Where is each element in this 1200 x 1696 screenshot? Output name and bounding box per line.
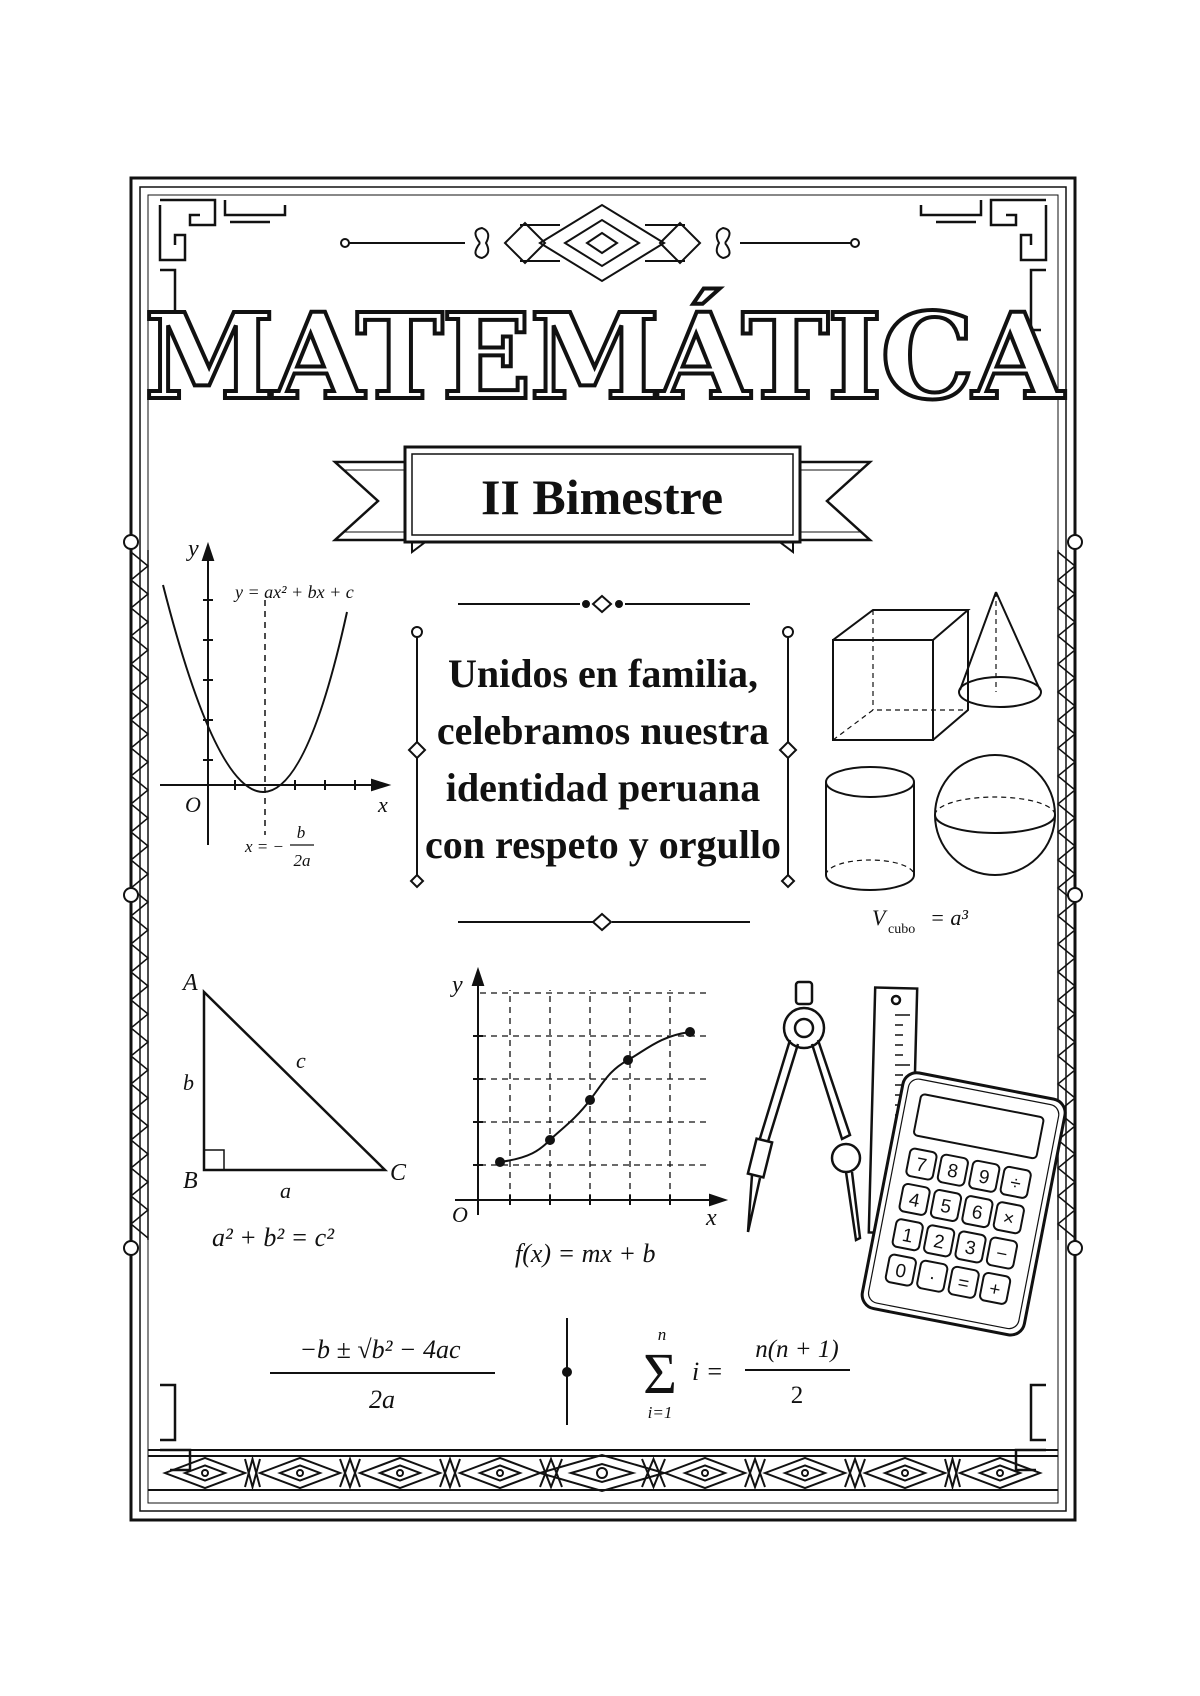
motto-line-1: Unidos en familia, <box>447 651 759 696</box>
calculator-key-label: · <box>926 1266 938 1289</box>
calculator-key-label: × <box>1001 1207 1016 1231</box>
sigma-icon: Σ <box>643 1341 677 1406</box>
triangle-side-c: c <box>296 1048 306 1073</box>
linear-x-label: x <box>706 1205 717 1231</box>
calculator-key <box>1000 1166 1032 1199</box>
band-zigzag <box>845 1459 865 1487</box>
calculator-key <box>930 1189 962 1222</box>
quadratic-numerator: −b ± √b² − 4ac <box>299 1335 461 1364</box>
parabola-y-label: y <box>188 536 199 562</box>
summation-denominator: 2 <box>790 1382 804 1409</box>
right-triangle <box>181 970 407 1252</box>
calculator-key-label: 4 <box>907 1189 922 1213</box>
motto-line-3: identidad peruana <box>445 765 761 810</box>
band-dot <box>497 1470 503 1476</box>
geometric-solids <box>826 592 1055 890</box>
parabola-equation: y = ax² + bx + c <box>235 582 354 602</box>
calculator-key-label: 5 <box>938 1195 953 1219</box>
calculator-key <box>993 1201 1025 1234</box>
banner-label: II Bimestre <box>480 469 724 525</box>
band-zigzag <box>745 1459 765 1487</box>
band-diamond <box>980 1466 1020 1481</box>
pythagorean-formula: a² + b² = c² <box>212 1223 335 1252</box>
triangle-vertex-a: A <box>183 970 198 996</box>
calculator-key-label: 7 <box>913 1154 929 1177</box>
calculator-key-label: 8 <box>945 1160 960 1183</box>
band-diamond <box>960 1458 1040 1488</box>
summation-lower-limit: i=1 <box>647 1403 673 1422</box>
band-diamond <box>865 1458 945 1488</box>
corner-ornament-bottom-left <box>160 1385 190 1470</box>
page-title: MATEMÁTICA <box>144 287 1062 426</box>
calculator-key-label: ÷ <box>1008 1172 1023 1196</box>
calculator-key <box>986 1237 1018 1270</box>
calculator-key <box>968 1160 1000 1193</box>
calculator-key-label: 3 <box>963 1237 978 1260</box>
motto-panel <box>409 596 796 930</box>
triangle-vertex-b: B <box>183 1168 198 1194</box>
cylinder-icon <box>826 767 914 890</box>
linear-function-formula: f(x) = mx + b <box>515 1239 656 1268</box>
left-side-border <box>124 535 148 1255</box>
calculator-key-label: = <box>955 1272 971 1296</box>
band-diamond <box>540 1455 664 1491</box>
calculator-key <box>937 1154 969 1187</box>
calculator-key-label: 2 <box>931 1231 947 1254</box>
corner-ornament-bottom-right <box>1016 1385 1046 1470</box>
linear-y-label: y <box>452 972 463 998</box>
bottom-pattern-band <box>148 1450 1058 1491</box>
band-zigzag <box>440 1459 460 1487</box>
vertex-formula-numerator: b <box>296 823 306 842</box>
summation-upper-limit: n <box>657 1325 667 1344</box>
formula-divider <box>563 1318 571 1425</box>
band-diamond <box>785 1466 825 1481</box>
band-diamond <box>280 1466 320 1481</box>
band-dot <box>597 1468 607 1478</box>
parabola-graph <box>160 536 388 870</box>
cube-icon <box>833 610 968 740</box>
triangle-side-a: a <box>280 1178 291 1203</box>
band-zigzag <box>340 1459 360 1487</box>
calculator-key <box>948 1266 980 1299</box>
band-dot <box>802 1470 808 1476</box>
vertex-formula-lhs: x = − <box>245 837 284 856</box>
band-dot <box>202 1470 208 1476</box>
band-diamond <box>571 1464 633 1482</box>
calculator-key <box>892 1218 924 1251</box>
calculator-key-label: 9 <box>976 1166 992 1190</box>
band-diamond <box>260 1458 340 1488</box>
band-diamond <box>360 1458 440 1488</box>
calculator-key <box>923 1225 955 1258</box>
band-dot <box>397 1470 403 1476</box>
quadratic-denominator: 2a <box>369 1385 395 1414</box>
sphere-icon <box>935 755 1055 875</box>
cube-volume-rhs: = a³ <box>930 905 968 930</box>
linear-origin: O <box>452 1202 468 1227</box>
calculator-key-label: 0 <box>893 1260 908 1283</box>
band-diamond <box>165 1458 245 1488</box>
motto-line-2: celebramos nuestra <box>436 708 770 753</box>
band-diamond <box>685 1466 725 1481</box>
band-dot <box>297 1470 303 1476</box>
compass-icon <box>748 982 860 1240</box>
linear-graph <box>450 970 725 1268</box>
ribbon-banner <box>335 447 870 552</box>
band-diamond <box>380 1466 420 1481</box>
summation-numerator: n(n + 1) <box>755 1336 839 1363</box>
calculator-key <box>899 1183 931 1216</box>
calculator-key <box>961 1195 993 1228</box>
triangle-vertex-c: C <box>390 1160 407 1186</box>
band-diamond <box>765 1458 845 1488</box>
band-diamond <box>665 1458 745 1488</box>
top-ornament <box>341 205 859 281</box>
summation-term: i = <box>692 1357 724 1386</box>
calculator-key-label: 6 <box>969 1201 985 1225</box>
band-dot <box>902 1470 908 1476</box>
calculator-key-label: 1 <box>900 1224 915 1248</box>
parabola-x-label: x <box>378 792 388 817</box>
band-diamond <box>460 1458 540 1488</box>
calculator-key <box>955 1231 987 1264</box>
right-side-border <box>1058 535 1082 1255</box>
parabola-origin: O <box>185 792 201 817</box>
vertex-formula-denominator: 2a <box>293 851 311 870</box>
band-dot <box>997 1470 1003 1476</box>
calculator-key-label: + <box>987 1278 1003 1302</box>
cone-icon <box>959 592 1041 707</box>
quadratic-formula <box>270 1335 495 1414</box>
cube-volume-subscript: cubo <box>888 922 916 937</box>
triangle-side-b: b <box>183 1070 194 1095</box>
calculator-key-label: − <box>994 1243 1010 1266</box>
summation-formula <box>643 1325 850 1422</box>
cube-volume-lhs: V <box>872 905 886 930</box>
band-diamond <box>480 1466 520 1481</box>
calculator-key <box>916 1260 948 1293</box>
calculator-key <box>906 1148 938 1181</box>
motto-line-4: con respeto y orgullo <box>425 822 781 867</box>
band-diamond <box>885 1466 925 1481</box>
calculator-key <box>979 1272 1011 1305</box>
band-dot <box>702 1470 708 1476</box>
calculator-key <box>885 1254 917 1287</box>
